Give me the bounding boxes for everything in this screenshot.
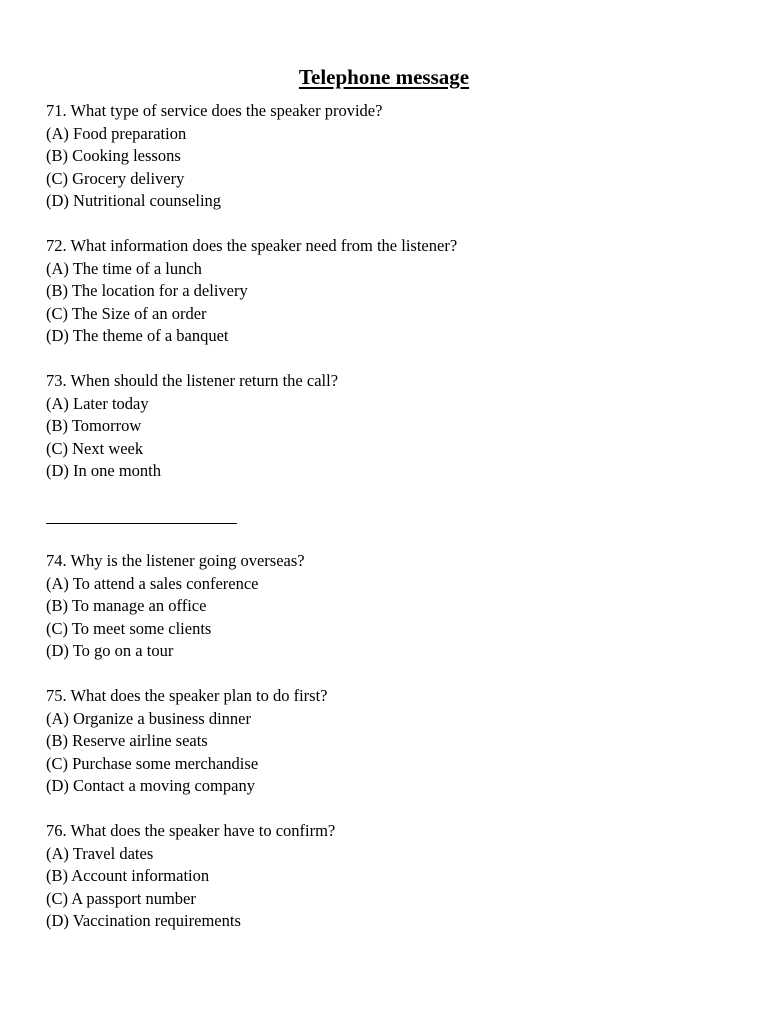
answer-option-d: (D) Nutritional counseling [46, 191, 222, 211]
answer-option-a: (A) Food preparation [46, 123, 187, 143]
answer-option-d: (D) In one month [46, 461, 162, 481]
answer-option-c: (C) The Size of an order [46, 303, 207, 323]
section-divider [46, 523, 237, 524]
answer-option-b: (B) Tomorrow [46, 416, 142, 436]
answer-option-b: (B) Account information [46, 866, 210, 886]
answer-option-c: (C) Next week [46, 438, 144, 458]
question-prompt: 75. What does the speaker plan to do first? [46, 686, 328, 705]
answer-option-a: (A) Organize a business dinner [46, 708, 251, 728]
answer-option-d: (D) Vaccination requirements [46, 911, 241, 931]
answer-option-b: (B) Cooking lessons [46, 146, 181, 166]
question-prompt: 73. When should the listener return the call? [46, 371, 339, 390]
answer-option-c: (C) Grocery delivery [46, 168, 185, 188]
answer-option-a: (A) The time of a lunch [46, 258, 202, 278]
answer-option-a: (A) Later today [46, 393, 149, 413]
question-prompt: 72. What information does the speaker need from the listener? [46, 236, 458, 255]
answer-option-b: (B) To manage an office [46, 596, 207, 616]
question-block-75 [46, 685, 726, 798]
answer-option-a: (A) Travel dates [46, 843, 154, 863]
answer-option-a: (A) To attend a sales conference [46, 573, 259, 593]
answer-option-c: (C) Purchase some merchandise [46, 753, 259, 773]
question-block-73 [46, 370, 726, 483]
answer-option-d: (D) Contact a moving company [46, 776, 255, 796]
question-block-74 [46, 550, 726, 663]
answer-option-d: (D) To go on a tour [46, 641, 174, 661]
answer-option-b: (B) The location for a delivery [46, 281, 248, 301]
answer-option-d: (D) The theme of a banquet [46, 326, 229, 346]
question-block-72 [46, 235, 726, 348]
question-block-71 [46, 100, 726, 213]
question-prompt: 74. Why is the listener going overseas? [46, 551, 305, 570]
answer-option-c: (C) A passport number [46, 888, 196, 908]
answer-option-c: (C) To meet some clients [46, 618, 212, 638]
question-block-76 [46, 820, 726, 933]
answer-option-b: (B) Reserve airline seats [46, 731, 208, 751]
question-prompt: 76. What does the speaker have to confirm? [46, 821, 336, 840]
page-title: Telephone message [298, 65, 470, 89]
question-prompt: 71. What type of service does the speaker provide? [46, 101, 383, 120]
